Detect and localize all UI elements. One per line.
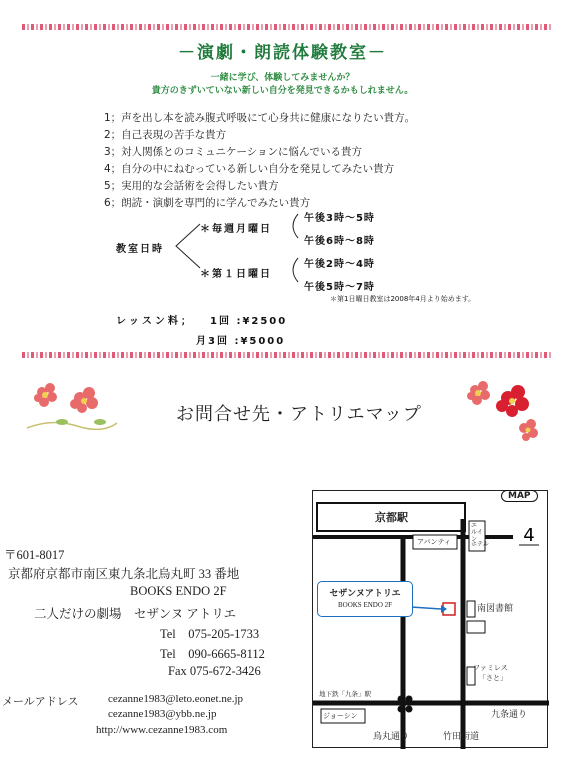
tel-1: Tel 075-205-1733 bbox=[160, 627, 260, 641]
map-kujo-street: 九条通り bbox=[491, 710, 528, 720]
studio-name: 二人だけの劇場 セザンヌ アトリエ bbox=[34, 607, 237, 621]
building-name: BOOKS ENDO 2F bbox=[130, 584, 227, 598]
subtitle-2: 貴方のきずいていない新しい自分を発見できるかもしれません。 bbox=[151, 86, 414, 96]
map-hotel: ホテル bbox=[471, 541, 489, 548]
list-item: 4；自分の中にねむっている新しい自分を発見してみたい貴方 bbox=[104, 163, 395, 175]
flower-decoration-left bbox=[22, 378, 122, 438]
address-line: 京都府京都市南区東九条北烏丸町 33 番地 bbox=[8, 567, 240, 581]
target-list bbox=[104, 110, 415, 212]
map-badge: MAP bbox=[501, 490, 538, 502]
flower-decoration-right bbox=[460, 378, 550, 448]
map-subway: 地下鉄「九条」駅 bbox=[319, 690, 371, 698]
schedule-monthly-time-1: 午後2時～4時 bbox=[304, 259, 375, 270]
bottom-decorative-border bbox=[22, 352, 552, 358]
tel-2: Tel 090-6665-8112 bbox=[160, 647, 265, 661]
map-karasuma-street: 烏丸通り bbox=[373, 732, 410, 742]
email-2[interactable]: cezanne1983@ybb.ne.jp bbox=[108, 708, 217, 720]
contact-title: お問合せ先・アトリエマップ bbox=[176, 404, 422, 424]
list-item: 2；自己表現の苦手な貴方 bbox=[104, 129, 227, 141]
map-family-2: 「さと」 bbox=[479, 674, 507, 682]
schedule-weekly-time-2: 午後6時～8時 bbox=[304, 236, 375, 247]
email-label: メールアドレス bbox=[2, 696, 79, 708]
top-decorative-border bbox=[22, 24, 552, 30]
map-family-1: ファミレス bbox=[473, 664, 508, 672]
page-title: －演劇・朗読体験教室－ bbox=[178, 43, 387, 63]
schedule-monthly: ＊第１日曜日 bbox=[200, 269, 272, 280]
email-1[interactable]: cezanne1983@leto.eonet.ne.jp bbox=[108, 693, 244, 705]
schedule-label: 教室日時 bbox=[116, 244, 164, 255]
list-item: 3；対人関係とのコミュニケーションに悩んでいる貴方 bbox=[104, 146, 363, 158]
atelier-map bbox=[312, 490, 548, 748]
list-item: 1；声を出し本を読み腹式呼吸にて心身共に健康になりたい貴方。 bbox=[104, 112, 416, 124]
map-takeda-street: 竹田街道 bbox=[443, 732, 480, 742]
schedule-monthly-time-2: 午後5時～7時 bbox=[304, 282, 375, 293]
subtitle-1: 一緒に学び、体験してみませんか？ bbox=[210, 73, 355, 83]
fee-once: 1回 :¥2500 bbox=[210, 316, 288, 327]
atelier-callout bbox=[317, 581, 413, 617]
list-item: 6；朗読・演劇を専門的に学んでみたい貴方 bbox=[104, 197, 311, 209]
map-atelier: セザンヌアトリエ bbox=[329, 589, 401, 599]
map-elin: エルイン bbox=[471, 522, 483, 543]
map-jusco: ジョーシン bbox=[323, 712, 358, 720]
svg-text:4: 4 bbox=[523, 525, 535, 546]
zip-code: 〒601-8017 bbox=[4, 548, 65, 562]
website-url[interactable]: http://www.cezanne1983.com bbox=[96, 724, 228, 736]
schedule-weekly: ＊毎週月曜日 bbox=[200, 224, 272, 235]
map-aventy: アバンティ bbox=[417, 538, 451, 546]
schedule-note: ＊第1日曜日教室は2008年4月より始めます。 bbox=[330, 295, 476, 303]
fee-monthly: 月3回 :¥5000 bbox=[196, 336, 286, 347]
schedule-weekly-time-1: 午後3時～5時 bbox=[304, 213, 375, 224]
fee-label: レッスン料； bbox=[116, 316, 194, 327]
list-item: 5；実用的な会話術を会得したい貴方 bbox=[104, 180, 279, 192]
map-library: 南図書館 bbox=[477, 604, 514, 614]
fax: Fax 075-672-3426 bbox=[168, 664, 261, 678]
map-station: 京都駅 bbox=[375, 511, 408, 524]
map-atelier-sub: BOOKS ENDO 2F bbox=[337, 601, 393, 609]
